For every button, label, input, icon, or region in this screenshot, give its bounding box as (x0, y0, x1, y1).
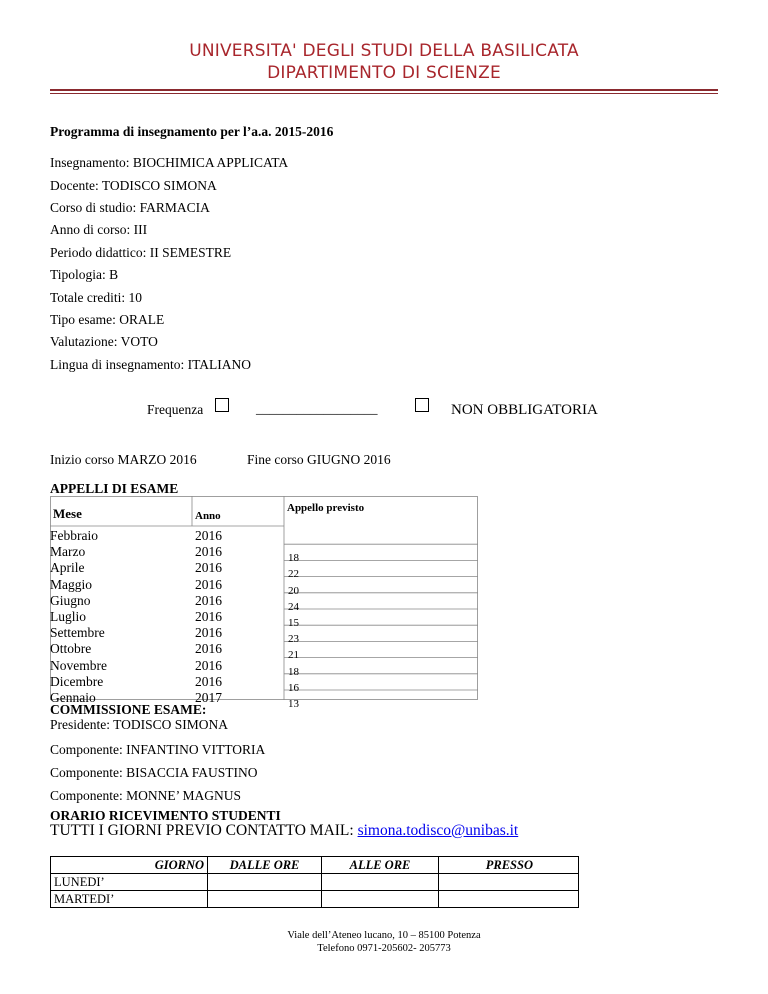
appello-anno: 2016 (195, 592, 222, 608)
appello-mese: Ottobre (50, 641, 92, 657)
fine-corso: Fine corso GIUGNO 2016 (247, 452, 391, 467)
appello-anno: 2016 (195, 609, 222, 624)
email-link[interactable]: simona.todisco@unibas.it (357, 822, 519, 839)
commissione-heading: COMMISSIONE ESAME: (50, 702, 207, 717)
appello-anno: 2016 (195, 576, 222, 592)
appello-mese: Luglio (50, 609, 86, 624)
frequenza-label: Frequenza (147, 402, 204, 417)
componente-3: Componente: MONNE’ MAGNUS (50, 788, 241, 803)
appello-mese: Settembre (50, 625, 105, 641)
ricevimento-line (50, 822, 518, 840)
presso-cell[interactable] (439, 891, 579, 908)
department-name: DIPARTIMENTO DI SCIENZE (267, 63, 501, 83)
appello-data: 24 (288, 600, 299, 613)
appello-mese: Gennaio (50, 690, 96, 705)
col-dalle: DALLE ORE (208, 857, 322, 874)
col-mese: Mese (53, 506, 82, 521)
dalle-cell[interactable] (208, 891, 322, 908)
field-lingua: Lingua di insegnamento: ITALIANO (50, 357, 251, 372)
appelli-grid (50, 496, 478, 700)
footer-phone: Telefono 0971-205602- 205773 (317, 943, 451, 954)
appello-anno: 2017 (195, 690, 222, 705)
field-anno: Anno di corso: III (50, 222, 148, 237)
field-periodo: Periodo didattico: II SEMESTRE (50, 245, 232, 260)
appello-anno: 2016 (195, 560, 222, 576)
appello-data: 21 (288, 649, 299, 662)
ricevimento-heading: ORARIO RICEVIMENTO STUDENTI (50, 808, 281, 823)
field-valutazione: Valutazione: VOTO (50, 334, 158, 349)
appelli-heading: APPELLI DI ESAME (50, 481, 179, 496)
footer-address: Viale dell’Ateneo lucano, 10 – 85100 Potenza (287, 930, 481, 941)
appello-data: 16 (288, 681, 299, 694)
field-esame: Tipo esame: ORALE (50, 312, 165, 327)
field-tipologia: Tipologia: B (50, 267, 119, 282)
col-alle: ALLE ORE (322, 857, 439, 874)
appello-mese: Dicembre (50, 673, 104, 689)
appello-anno: 2016 (195, 673, 222, 689)
componente-2: Componente: BISACCIA FAUSTINO (50, 765, 258, 780)
presso-cell[interactable] (439, 874, 579, 891)
university-name: UNIVERSITA' DEGLI STUDI DELLA BASILICATA (189, 41, 579, 61)
appello-mese: Marzo (50, 544, 86, 560)
non-obbligatoria-label: NON OBBLIGATORIA (451, 402, 598, 418)
appello-data: 18 (288, 552, 299, 565)
giorno-cell: LUNEDI’ (51, 874, 208, 891)
appello-data: 18 (288, 665, 299, 678)
field-corso: Corso di studio: FARMACIA (50, 200, 210, 215)
appello-mese: Febbraio (50, 528, 98, 543)
presidente: Presidente: TODISCO SIMONA (50, 717, 229, 732)
footer (0, 929, 768, 955)
appello-data: 22 (288, 568, 299, 581)
appello-mese: Maggio (50, 576, 92, 592)
program-title: Programma di insegnamento per l’a.a. 2015-2016 (50, 124, 334, 139)
alle-cell[interactable] (322, 874, 439, 891)
giorno-cell: MARTEDI’ (51, 891, 208, 908)
field-insegnamento: Insegnamento: BIOCHIMICA APPLICATA (50, 155, 289, 170)
ricevimento-table (50, 856, 579, 908)
col-anno: Anno (195, 510, 221, 522)
col-presso: PRESSO (439, 857, 579, 874)
ricevimento-header-row (51, 857, 579, 874)
table-row (51, 891, 579, 908)
col-appello: Appello previsto (287, 502, 365, 514)
appello-data: 15 (288, 617, 299, 629)
ricevimento-text: TUTTI I GIORNI PREVIO CONTATTO MAIL: (50, 822, 358, 839)
header-rule-thin (50, 93, 718, 94)
header-rule-thick (50, 89, 718, 91)
field-crediti: Totale crediti: 10 (50, 290, 143, 305)
appello-anno: 2016 (195, 544, 222, 560)
col-giorno: GIORNO (51, 857, 208, 874)
componente-1: Componente: INFANTINO VITTORIA (50, 742, 266, 757)
appello-data: 23 (288, 633, 299, 646)
alle-cell[interactable] (322, 891, 439, 908)
frequenza-blank: __________________ (256, 401, 378, 416)
inizio-corso: Inizio corso MARZO 2016 (50, 452, 197, 467)
appello-mese: Novembre (50, 657, 107, 673)
appello-mese: Aprile (50, 560, 85, 576)
non-obbligatoria-checkbox[interactable] (415, 398, 429, 412)
field-docente: Docente: TODISCO SIMONA (50, 178, 217, 193)
frequenza-checkbox[interactable] (215, 398, 229, 412)
appello-data: 20 (288, 584, 299, 597)
appello-data: 13 (288, 698, 299, 710)
appello-anno: 2016 (195, 625, 222, 641)
university-header (0, 40, 768, 84)
appello-mese: Giugno (50, 592, 91, 608)
appello-anno: 2016 (195, 641, 222, 657)
table-row (51, 874, 579, 891)
appello-anno: 2016 (195, 657, 222, 673)
dalle-cell[interactable] (208, 874, 322, 891)
appello-anno: 2016 (195, 528, 222, 543)
